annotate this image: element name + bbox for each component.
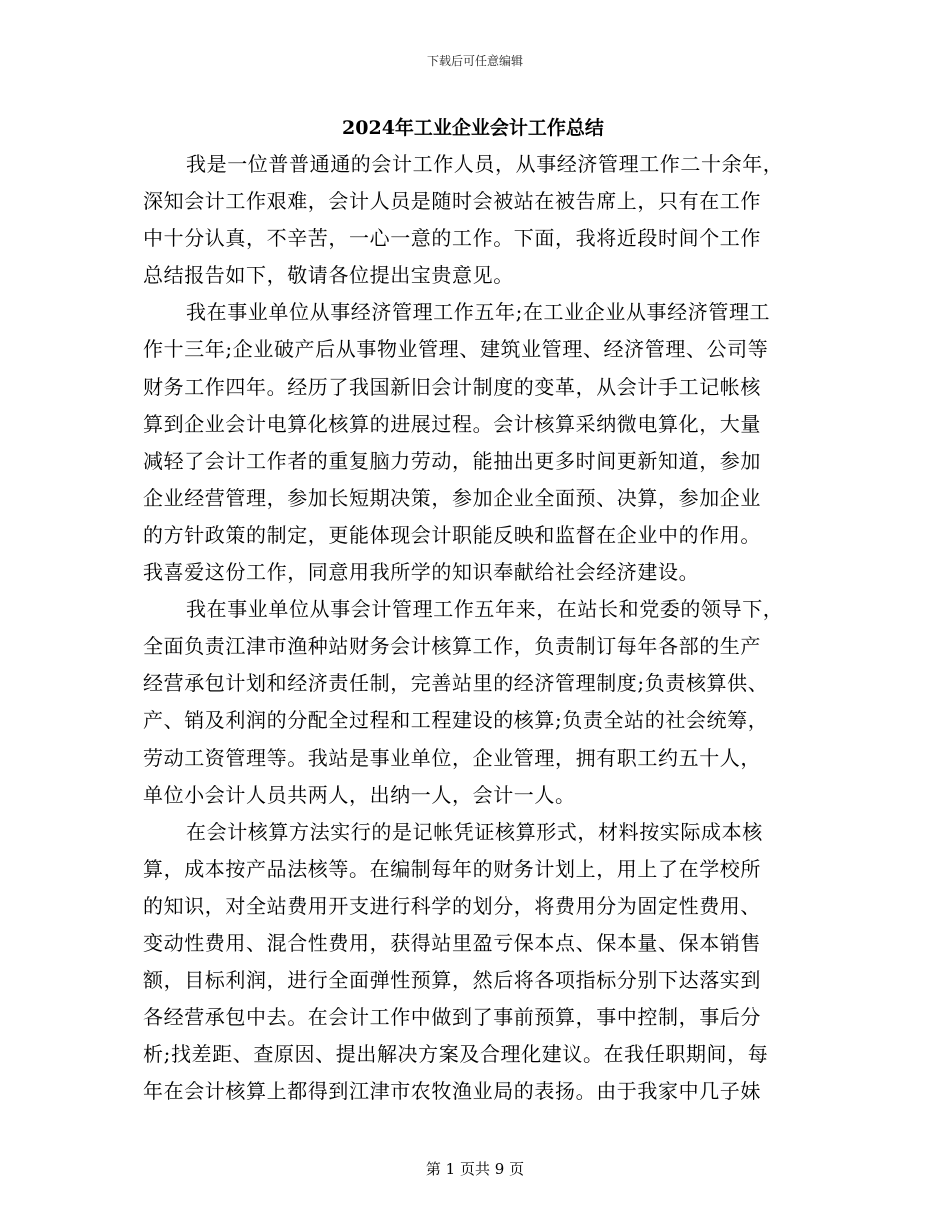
body-text-line: 年在会计核算上都得到江津市农牧渔业局的表扬。由于我家中几子妹 (143, 1079, 761, 1104)
body-text-line: 我在事业单位从事会计管理工作五年来，在站长和党委的领导下， (186, 597, 784, 622)
body-text-line: 全面负责江津市渔种站财务会计核算工作，负责制订每年各部的生产 (143, 634, 761, 659)
body-text-line: 算到企业会计电算化核算的进展过程。会计核算采纳微电算化，大量 (143, 411, 761, 436)
body-text-line: 单位小会计人员共两人，出纳一人，会计一人。 (143, 782, 576, 807)
body-text-line: 我喜爱这份工作，同意用我所学的知识奉献给社会经济建设。 (143, 560, 700, 585)
body-text-line: 我是一位普普通通的会计工作人员，从事经济管理工作二十余年， (186, 152, 784, 176)
body-text-line: 减轻了会计工作者的重复脑力劳动，能抽出更多时间更新知道，参加 (143, 448, 761, 473)
body-text-line: 的方针政策的制定，更能体现会计职能反映和监督在企业中的作用。 (143, 522, 761, 547)
body-text-line: 深知会计工作艰难，会计人员是随时会被站在被告席上，只有在工作 (143, 189, 761, 214)
body-text-line: 变动性费用、混合性费用，获得站里盈亏保本点、保本量、保本销售 (143, 930, 761, 955)
body-text-line: 总结报告如下，敬请各位提出宝贵意见。 (143, 263, 514, 288)
body-text-line: 的知识，对全站费用开支进行科学的划分，将费用分为固定性费用、 (143, 893, 761, 918)
document-body (143, 146, 805, 1110)
body-text-line: 额，目标利润，进行全面弹性预算，然后将各项指标分别下达落实到 (143, 968, 761, 993)
document-title: 2024年工业企业会计工作总结 (342, 117, 604, 139)
body-text-line: 经营承包计划和经济责任制，完善站里的经济管理制度;负责核算供、 (143, 671, 769, 696)
body-text-line: 在会计核算方法实行的是记帐凭证核算形式，材料按实际成本核 (186, 819, 763, 844)
body-text-line: 财务工作四年。经历了我国新旧会计制度的变革，从会计手工记帐核 (143, 374, 761, 399)
page-number-footer: 第 1 页共 9 页 (425, 1160, 525, 1178)
body-text-line: 我在事业单位从事经济管理工作五年;在工业企业从事经济管理工 (186, 300, 771, 325)
body-text-line: 析;找差距、查原因、提出解决方案及合理化建议。在我任职期间，每 (143, 1042, 769, 1067)
body-text-line: 企业经营管理，参加长短期决策，参加企业全面预、决算，参加企业 (143, 485, 761, 510)
body-text-line: 各经营承包中去。在会计工作中做到了事前预算，事中控制，事后分 (143, 1005, 761, 1030)
body-text-line: 算，成本按产品法核等。在编制每年的财务计划上，用上了在学校所 (143, 856, 761, 881)
page-header-note: 下载后可任意编辑 (426, 54, 523, 68)
body-text-line: 中十分认真，不辛苦，一心一意的工作。下面，我将近段时间个工作 (143, 226, 761, 251)
body-text-line: 劳动工资管理等。我站是事业单位，企业管理，拥有职工约五十人， (143, 745, 761, 770)
body-text-line: 作十三年;企业破产后从事物业管理、建筑业管理、经济管理、公司等 (143, 337, 769, 362)
body-text-line: 产、销及利润的分配全过程和工程建设的核算;负责全站的社会统筹， (143, 708, 769, 733)
